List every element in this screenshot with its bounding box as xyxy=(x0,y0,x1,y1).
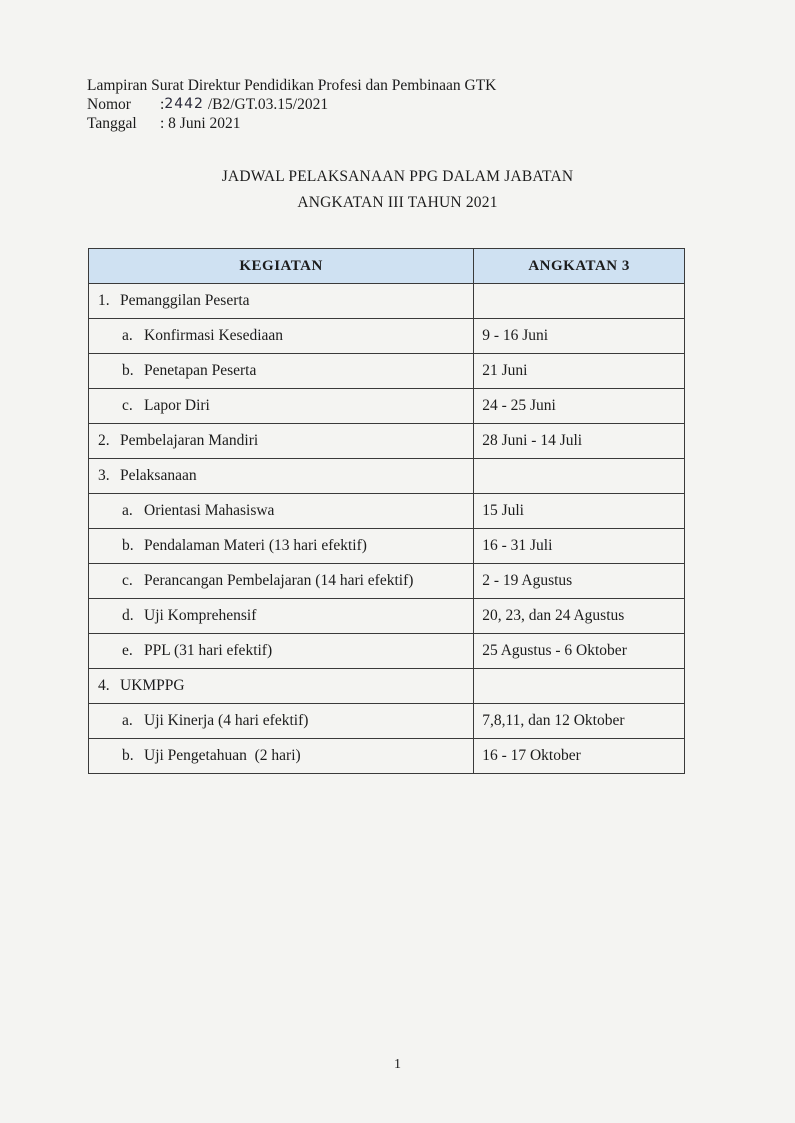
schedule-date-cell: 16 - 31 Juli xyxy=(474,529,685,564)
table-row xyxy=(89,319,685,354)
activity-cell xyxy=(89,669,474,704)
activity-label: Uji Pengetahuan (2 hari) xyxy=(144,747,301,764)
activity-label: UKMPPG xyxy=(120,677,185,694)
item-marker: b. xyxy=(122,362,134,379)
schedule-date-cell xyxy=(474,284,685,319)
activity-label: Perancangan Pembelajaran (14 hari efektif) xyxy=(144,572,414,589)
activity-label: Pelaksanaan xyxy=(120,467,197,484)
table-row xyxy=(89,599,685,634)
nomor-colon: : xyxy=(160,96,165,113)
table-row xyxy=(89,634,685,669)
activity-cell xyxy=(89,529,474,564)
item-marker: 3. xyxy=(98,467,110,484)
schedule-date-cell: 24 - 25 Juni xyxy=(474,389,685,424)
table-row xyxy=(89,704,685,739)
activity-cell xyxy=(89,704,474,739)
activity-label: Uji Komprehensif xyxy=(144,607,257,624)
page-number: 1 xyxy=(394,1057,401,1072)
item-marker: 1. xyxy=(98,292,110,309)
activity-label: PPL (31 hari efektif) xyxy=(144,642,273,659)
attachment-text: Lampiran Surat Direktur Pendidikan Profesi dan Pembinaan GTK xyxy=(87,77,497,94)
item-marker: c. xyxy=(122,397,133,414)
header-line-nomor xyxy=(87,95,496,114)
activity-label: Penetapan Peserta xyxy=(144,362,257,379)
item-marker: a. xyxy=(122,327,133,344)
activity-cell xyxy=(89,389,474,424)
schedule-date-cell: 25 Agustus - 6 Oktober xyxy=(474,634,685,669)
activity-label: Orientasi Mahasiswa xyxy=(144,502,275,519)
tanggal-label: Tanggal xyxy=(87,115,137,132)
schedule-table xyxy=(88,248,685,774)
schedule-table-body xyxy=(89,284,685,774)
schedule-date-cell: 15 Juli xyxy=(474,494,685,529)
table-row xyxy=(89,424,685,459)
activity-cell xyxy=(89,494,474,529)
schedule-date-cell: 20, 23, dan 24 Agustus xyxy=(474,599,685,634)
item-marker: b. xyxy=(122,747,134,764)
schedule-date-cell: 9 - 16 Juni xyxy=(474,319,685,354)
activity-cell xyxy=(89,284,474,319)
table-row xyxy=(89,669,685,704)
table-header-row xyxy=(89,249,685,284)
nomor-handwritten-number: 2442 xyxy=(164,96,204,112)
item-marker: e. xyxy=(122,642,133,659)
activity-label: Pendalaman Materi (13 hari efektif) xyxy=(144,537,367,554)
column-header-angkatan: ANGKATAN 3 xyxy=(474,249,685,284)
table-row xyxy=(89,459,685,494)
activity-cell xyxy=(89,319,474,354)
activity-label: Lapor Diri xyxy=(144,397,210,414)
activity-label: Pemanggilan Peserta xyxy=(120,292,250,309)
tanggal-value: : 8 Juni 2021 xyxy=(160,115,241,132)
activity-label: Pembelajaran Mandiri xyxy=(120,432,259,449)
schedule-date-cell: 21 Juni xyxy=(474,354,685,389)
item-marker: 4. xyxy=(98,677,110,694)
schedule-date-cell: 7,8,11, dan 12 Oktober xyxy=(474,704,685,739)
item-marker: c. xyxy=(122,572,133,589)
activity-cell xyxy=(89,739,474,774)
activity-cell xyxy=(89,424,474,459)
table-row xyxy=(89,529,685,564)
table-row xyxy=(89,739,685,774)
column-header-kegiatan: KEGIATAN xyxy=(89,249,474,284)
schedule-date-cell xyxy=(474,669,685,704)
schedule-date-cell: 28 Juni - 14 Juli xyxy=(474,424,685,459)
item-marker: a. xyxy=(122,502,133,519)
activity-label: Uji Kinerja (4 hari efektif) xyxy=(144,712,309,729)
table-row xyxy=(89,354,685,389)
table-row xyxy=(89,494,685,529)
activity-cell xyxy=(89,459,474,494)
item-marker: d. xyxy=(122,607,134,624)
document-title: JADWAL PELAKSANAAN PPG DALAM JABATAN xyxy=(221,168,574,185)
activity-cell xyxy=(89,599,474,634)
item-marker: 2. xyxy=(98,432,110,449)
header-line-tanggal xyxy=(87,114,496,133)
activity-label: Konfirmasi Kesediaan xyxy=(144,327,284,344)
activity-cell xyxy=(89,634,474,669)
schedule-date-cell: 16 - 17 Oktober xyxy=(474,739,685,774)
nomor-label: Nomor xyxy=(87,96,131,113)
letter-header xyxy=(87,76,496,133)
activity-cell xyxy=(89,564,474,599)
document-subtitle: ANGKATAN III TAHUN 2021 xyxy=(297,194,498,211)
nomor-suffix: /B2/GT.03.15/2021 xyxy=(203,96,329,113)
table-row xyxy=(89,284,685,319)
schedule-date-cell: 2 - 19 Agustus xyxy=(474,564,685,599)
table-row xyxy=(89,389,685,424)
item-marker: b. xyxy=(122,537,134,554)
schedule-date-cell xyxy=(474,459,685,494)
item-marker: a. xyxy=(122,712,133,729)
activity-cell xyxy=(89,354,474,389)
table-row xyxy=(89,564,685,599)
header-line-attachment xyxy=(87,76,496,95)
